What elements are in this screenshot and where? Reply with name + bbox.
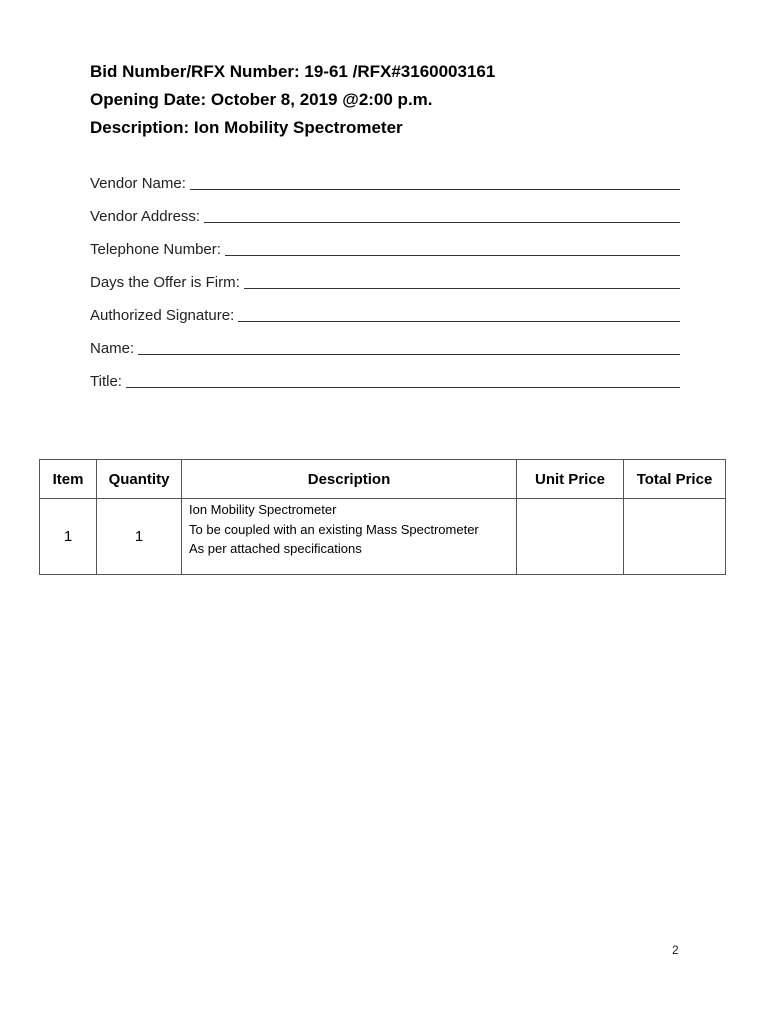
vendor-form	[90, 160, 680, 391]
bid-number: Bid Number/RFX Number: 19-61 /RFX#3160003161	[90, 62, 496, 81]
header-description: Description	[182, 460, 517, 499]
table-row	[40, 499, 726, 575]
header-unit-price: Unit Price	[517, 460, 624, 499]
telephone-number-field[interactable]	[90, 226, 680, 259]
description-line: As per attached specifications	[189, 541, 362, 556]
authorized-signature-label: Authorized Signature:	[90, 307, 235, 324]
bid-description: Description: Ion Mobility Spectrometer	[90, 118, 403, 137]
table-header-row	[40, 460, 726, 499]
document-header	[90, 58, 495, 142]
cell-description	[182, 499, 517, 575]
header-total-price: Total Price	[624, 460, 726, 499]
days-offer-firm-field[interactable]	[90, 259, 680, 292]
days-offer-firm-line[interactable]	[244, 272, 680, 289]
vendor-name-line[interactable]	[190, 173, 680, 190]
cell-quantity: 1	[97, 499, 182, 575]
title-line[interactable]	[126, 371, 680, 388]
vendor-address-line[interactable]	[204, 206, 680, 223]
telephone-number-label: Telephone Number:	[90, 241, 221, 258]
telephone-number-line[interactable]	[225, 239, 680, 256]
header-quantity: Quantity	[97, 460, 182, 499]
days-offer-firm-label: Days the Offer is Firm:	[90, 274, 240, 291]
cell-unit-price[interactable]	[517, 499, 624, 575]
header-item: Item	[40, 460, 97, 499]
name-label: Name:	[90, 340, 135, 357]
authorized-signature-line[interactable]	[238, 305, 680, 322]
vendor-address-label: Vendor Address:	[90, 208, 201, 225]
page-number: 2	[672, 943, 679, 957]
description-line: Ion Mobility Spectrometer	[189, 502, 337, 517]
vendor-name-label: Vendor Name:	[90, 175, 186, 192]
name-field[interactable]	[90, 325, 680, 358]
name-line[interactable]	[138, 338, 680, 355]
vendor-address-field[interactable]	[90, 193, 680, 226]
opening-date: Opening Date: October 8, 2019 @2:00 p.m.	[90, 90, 433, 109]
authorized-signature-field[interactable]	[90, 292, 680, 325]
title-label: Title:	[90, 373, 122, 390]
pricing-table	[39, 459, 726, 575]
title-field[interactable]	[90, 358, 680, 391]
cell-item: 1	[40, 499, 97, 575]
cell-total-price[interactable]	[624, 499, 726, 575]
description-line: To be coupled with an existing Mass Spectrometer	[189, 521, 479, 537]
vendor-name-field[interactable]	[90, 160, 680, 193]
